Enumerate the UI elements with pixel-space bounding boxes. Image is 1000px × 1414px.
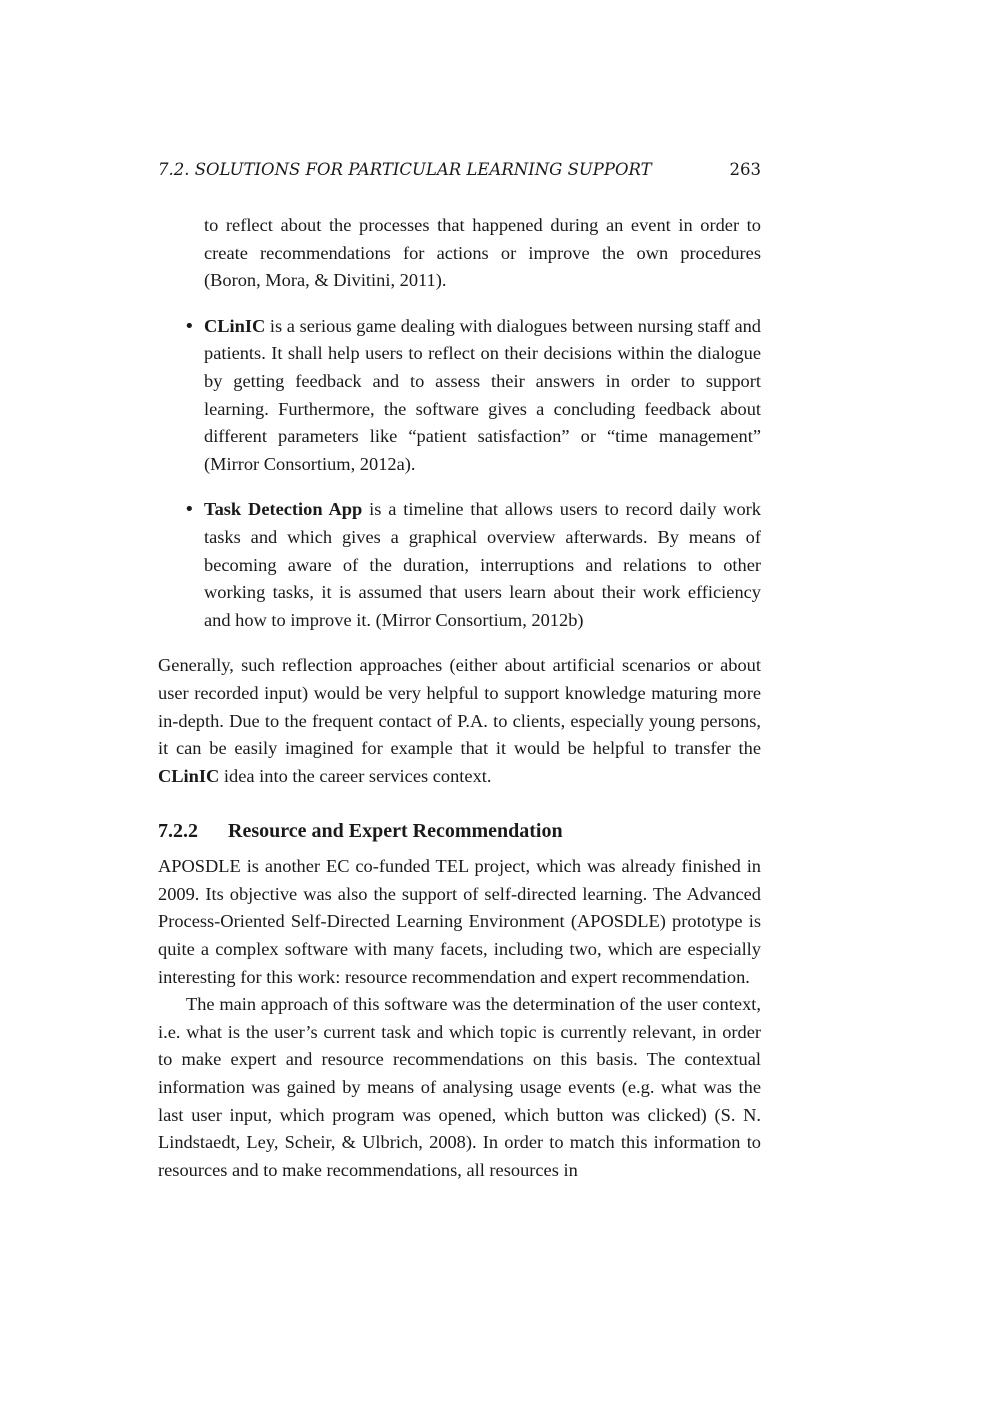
summary-paragraph	[158, 652, 761, 790]
list-item	[158, 496, 761, 634]
bullet-list	[158, 313, 761, 635]
section-number: 7.2.2	[158, 820, 198, 843]
summary-text-before: Generally, such reflection approaches (either about artificial scenarios or about user recorded input) would be very helpful to support knowledge maturing more in-depth. Due to the frequent contact of P.A. to clients, especially young persons, it can be easily imagined for example that it would be helpful to transfer the	[158, 655, 761, 759]
summary-bold-term: CLinIC	[158, 765, 220, 786]
bullet-text: is a serious game dealing with dialogues between nursing staff and patients. It shall help users to reflect on their decisions within the dialogue by getting feedback and to assess their answers in order to support learning. Furthermore, the software gives a concluding feedback about different parameters like “patient satisfaction” or “time management” (Mirror Consortium, 2012a).	[204, 315, 761, 474]
list-item	[158, 313, 761, 479]
running-header	[158, 160, 761, 186]
running-title: 7.2. SOLUTIONS FOR PARTICULAR LEARNING SUPPORT	[158, 160, 652, 179]
summary-text-after: idea into the career services context.	[219, 765, 492, 786]
section-paragraph: APOSDLE is another EC co-funded TEL project, which was already finished in 2009. Its objective was also the support of self-directed learning. The Advanced Process-Oriented Self-Directed Learning Environment (APOSDLE) prototype is quite a complex software with many facets, including two, which are especially interesting for this work: resource recommendation and expert recommendation.	[158, 856, 761, 987]
book-page	[158, 160, 761, 1184]
page-number: 263	[729, 160, 761, 179]
continuation-paragraph: to reflect about the processes that happened during an event in order to create recommendations for actions or improve the own procedures (Boron, Mora, & Divitini, 2011).	[204, 215, 761, 291]
section-heading	[158, 820, 761, 843]
section-title: Resource and Expert Recommendation	[228, 820, 563, 843]
bullet-term: CLinIC	[204, 315, 266, 336]
bullet-icon: •	[184, 315, 195, 337]
bullet-term: Task Detection App	[204, 499, 363, 520]
bullet-text: is a timeline that allows users to record daily work tasks and which gives a graphical overview afterwards. By means of becoming aware of the duration, interruptions and relations to other working tasks, it is assumed that users learn about their work efficiency and how to improve it. (Mirror Consortium, 2012b)	[204, 499, 761, 630]
bullet-icon: •	[184, 499, 195, 521]
section-paragraph: The main approach of this software was the determination of the user context, i.e. what is the user’s current task and which topic is currently relevant, in order to make expert and resource recommendations on this basis. The contextual information was gained by means of analysing usage events (e.g. what was the last user input, which program was opened, which button was clicked) (S. N. Lindstaedt, Ley, Scheir, & Ulbrich, 2008). In order to match this information to resources and to make recommendations, all resources in	[158, 994, 761, 1180]
